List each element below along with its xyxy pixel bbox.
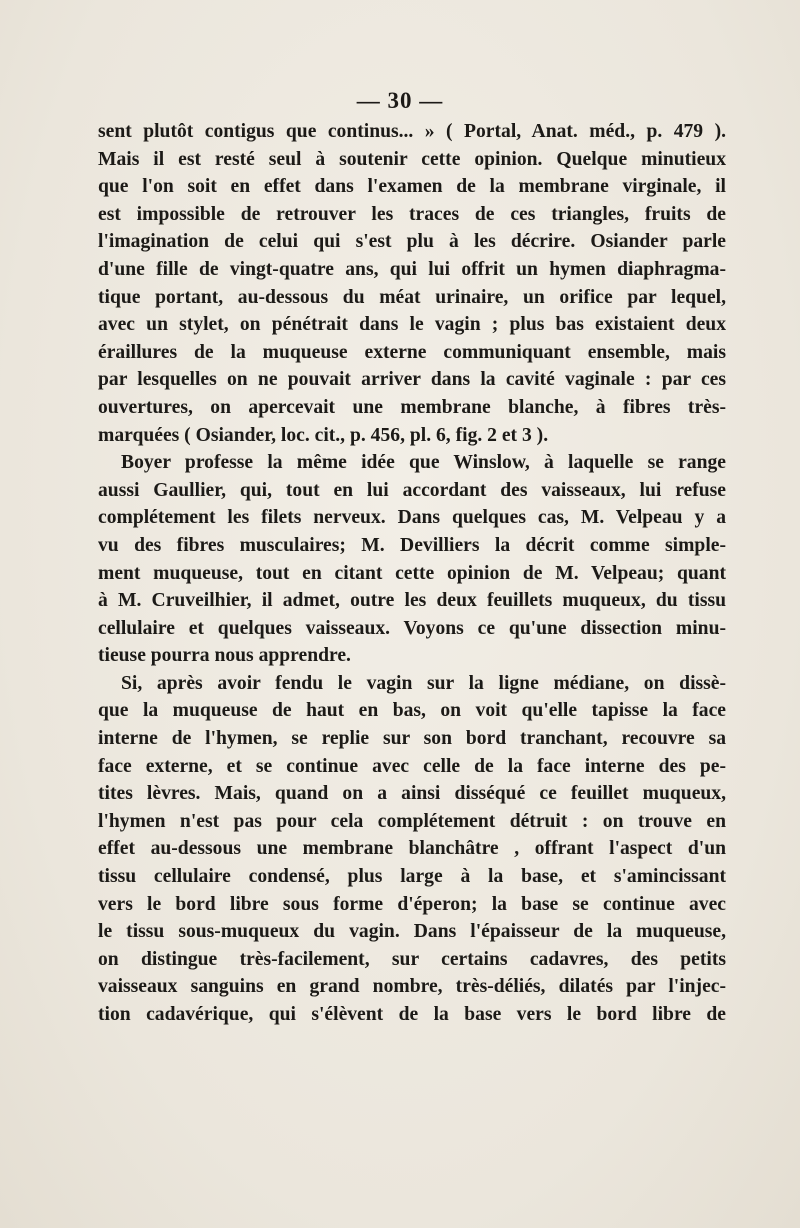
text-line: avec un stylet, on pénétrait dans le vagin ; plus bas existaient deux	[98, 314, 726, 336]
text-line: vers le bord libre sous forme d'éperon; la base se continue avec	[98, 893, 726, 915]
paragraph-first-line: Si, après avoir fendu le vagin sur la ligne médiane, on dissè-	[121, 672, 726, 694]
text-line: interne de l'hymen, se replie sur son bord tranchant, recouvre sa	[98, 728, 726, 750]
text-line: le tissu sous-muqueux du vagin. Dans l'épaisseur de la muqueuse,	[98, 921, 726, 943]
text-line: à M. Cruveilhier, il admet, outre les deux feuillets muqueux, du tissu	[98, 590, 726, 612]
text-line: Mais il est resté seul à soutenir cette opinion. Quelque minutieux	[98, 148, 726, 170]
text-line: marquées ( Osiander, loc. cit., p. 456, pl. 6, fig. 2 et 3 ).	[98, 424, 549, 446]
text-line: aussi Gaullier, qui, tout en lui accordant des vaisseaux, lui refuse	[98, 479, 726, 501]
text-line: effet au-dessous une membrane blanchâtre , offrant l'aspect d'un	[98, 838, 726, 860]
text-line: complétement les filets nerveux. Dans quelques cas, M. Velpeau y a	[98, 507, 726, 529]
text-line: est impossible de retrouver les traces de ces triangles, fruits de	[98, 203, 726, 225]
body-text	[98, 118, 726, 1029]
text-line: sent plutôt contigus que continus... » ( Portal, Anat. méd., p. 479 ).	[98, 121, 726, 142]
text-line: tique portant, au-dessous du méat urinaire, un orifice par lequel,	[98, 286, 726, 308]
text-line: tissu cellulaire condensé, plus large à la base, et s'amincissant	[98, 866, 726, 888]
text-line: d'une fille de vingt-quatre ans, qui lui offrit un hymen diaphragma-	[98, 258, 726, 280]
text-line: ouvertures, on apercevait une membrane blanche, à fibres très-	[98, 396, 726, 418]
paragraph-first-line: Boyer professe la même idée que Winslow, à laquelle se range	[121, 452, 726, 474]
text-line: face externe, et se continue avec celle de la face interne des pe-	[98, 755, 726, 777]
text-line: l'imagination de celui qui s'est plu à les décrire. Osiander parle	[98, 231, 726, 253]
text-line: par lesquelles on ne pouvait arriver dans la cavité vaginale : par ces	[98, 369, 726, 391]
text-line: que la muqueuse de haut en bas, on voit qu'elle tapisse la face	[98, 700, 726, 722]
text-line: cellulaire et quelques vaisseaux. Voyons ce qu'une dissection minu-	[98, 617, 726, 639]
text-line: vu des fibres musculaires; M. Devilliers la décrit comme simple-	[98, 534, 726, 556]
text-line: éraillures de la muqueuse externe communiquant ensemble, mais	[98, 341, 726, 363]
text-line: tion cadavérique, qui s'élèvent de la base vers le bord libre de	[98, 1004, 726, 1025]
text-line: ment muqueuse, tout en citant cette opinion de M. Velpeau; quant	[98, 562, 726, 584]
text-line: l'hymen n'est pas pour cela complétement détruit : on trouve en	[98, 810, 726, 832]
text-line: que l'on soit en effet dans l'examen de la membrane virginale, il	[98, 176, 726, 198]
text-line: tites lèvres. Mais, quand on a ainsi disséqué ce feuillet muqueux,	[98, 783, 726, 805]
text-line: on distingue très-facilement, sur certains cadavres, des petits	[98, 948, 726, 970]
text-line: tieuse pourra nous apprendre.	[98, 645, 351, 667]
text-line: vaisseaux sanguins en grand nombre, très-déliés, dilatés par l'injec-	[98, 976, 726, 998]
page-number: — 30 —	[356, 88, 444, 113]
